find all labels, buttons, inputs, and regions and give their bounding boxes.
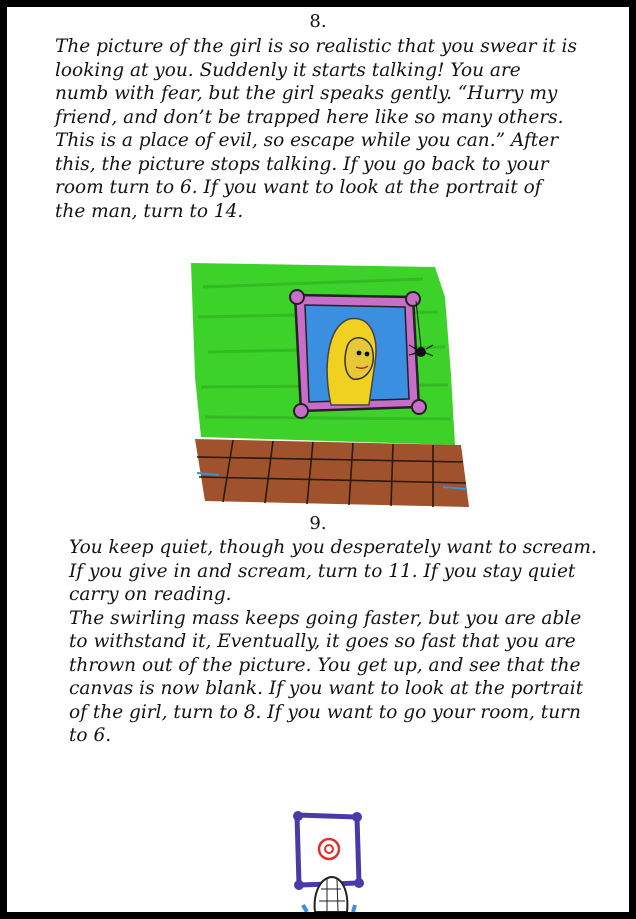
storybook-page (7, 7, 629, 912)
floor-tiles (195, 439, 469, 507)
section-8-line: room turn to 6. If you want to look at the portrait of (55, 177, 542, 198)
section-8-text (55, 35, 577, 223)
section-9-number: 9. (309, 513, 327, 534)
section-9-text (69, 536, 597, 748)
section-9-line: carry on reading. (69, 584, 232, 605)
section-9-line: If you give in and scream, turn to 11. If you stay quiet (69, 560, 576, 582)
blank-canvas-illustration (285, 807, 375, 912)
section-8-line: The picture of the girl is so realistic that you swear it is (55, 36, 577, 57)
section-8-line: this, the picture stops talking. If you go back to your (55, 153, 549, 175)
section-8-line: numb with fear, but the girl speaks gently. “Hurry my (55, 83, 558, 104)
section-8-line: the man, turn to 14. (55, 200, 244, 222)
section-9-line: thrown out of the picture. You get up, and see that the (69, 654, 581, 676)
section-8-line: This is a place of evil, so escape while you can.” After (55, 130, 559, 151)
section-9-line: to withstand it, Eventually, it goes so fast that you are (69, 631, 576, 652)
section-8-line: friend, and don’t be trapped here like so many others. (55, 106, 564, 128)
section-8-line: looking at you. Suddenly it starts talking! You are (55, 59, 521, 81)
section-9-line: You keep quiet, though you desperately want to scream. (69, 537, 597, 558)
section-9-line: canvas is now blank. If you want to look at the portrait (69, 678, 584, 699)
section-8-number: 8. (309, 11, 327, 32)
section-9-line: to 6. (69, 725, 112, 746)
section-9-line: The swirling mass keeps going faster, but you are able (69, 607, 582, 629)
girl-figure (327, 319, 376, 405)
girl-portrait-illustration (183, 257, 473, 512)
section-9-line: of the girl, turn to 8. If you want to go your room, turn (69, 701, 581, 723)
